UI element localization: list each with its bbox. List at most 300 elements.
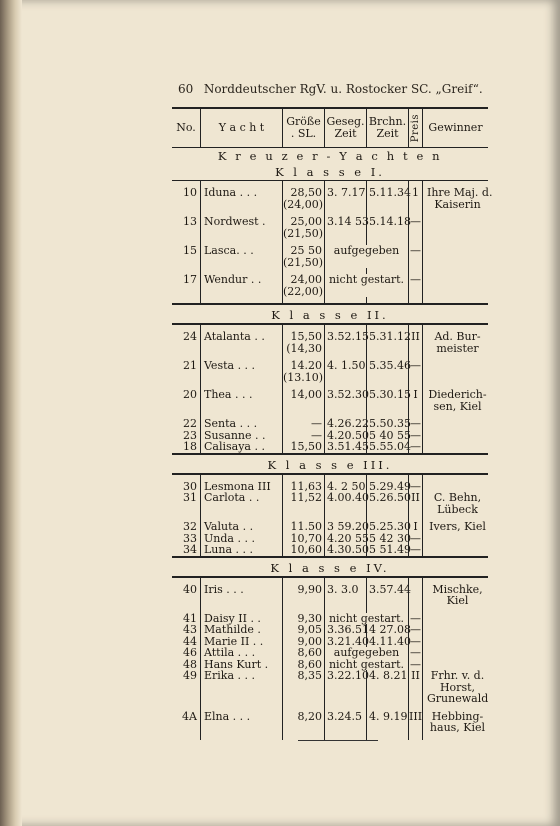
cell-yacht: Atalanta . . xyxy=(200,331,282,343)
cell-preis: 1 xyxy=(408,187,422,199)
table-row-continuation xyxy=(172,343,488,355)
header-gewinner: Gewinner xyxy=(422,109,488,147)
class-rows xyxy=(172,181,493,303)
cell-brchn: 5.26.50 xyxy=(366,492,408,504)
table-row xyxy=(172,216,488,228)
spacer-row xyxy=(172,297,488,303)
cell-brchn xyxy=(366,693,408,705)
cell-preis: I xyxy=(408,389,422,401)
cell-yacht xyxy=(200,343,282,355)
cell-brchn: 5 42 30 xyxy=(366,533,408,545)
cell-yacht xyxy=(200,286,282,298)
cell-gewinner xyxy=(422,624,488,636)
cell-geseg xyxy=(324,693,366,705)
results-table xyxy=(172,107,493,740)
cell-preis: — xyxy=(410,479,421,493)
cell-gewinner: meister xyxy=(422,343,488,355)
cell-gewinner xyxy=(422,636,488,648)
cell-no: 17 xyxy=(183,273,197,286)
cell-brchn xyxy=(366,228,408,240)
class-rows xyxy=(172,578,488,740)
cell-brchn: 4. 9.19 xyxy=(366,711,408,723)
cell-geseg: 4. 2 50 xyxy=(324,481,366,493)
header-preis xyxy=(408,109,422,147)
cell-gewinner: Kiel xyxy=(422,595,488,607)
table-row xyxy=(172,274,488,286)
cell-brchn: 4 27.08 xyxy=(366,624,408,636)
cell-yacht xyxy=(200,682,282,694)
cell-geseg xyxy=(324,504,366,516)
spacer-cell xyxy=(282,734,324,740)
cell-size: (22,00) xyxy=(283,284,324,298)
table-row xyxy=(172,186,493,199)
cell-geseg: 3.14 53 xyxy=(324,216,366,228)
cell-gewinner xyxy=(422,533,488,545)
cell-no xyxy=(172,286,200,298)
cell-yacht: Calisaya . . xyxy=(200,441,282,453)
cell-gewinner: sen, Kiel xyxy=(422,401,488,413)
cell-size: 10,70 xyxy=(282,533,324,545)
cell-size xyxy=(282,595,324,607)
class-title-block xyxy=(172,306,488,325)
cell-preis: — xyxy=(410,244,421,257)
cell-yacht: Susanne . . xyxy=(200,430,282,442)
cell-yacht: Iduna . . . xyxy=(200,187,282,199)
class-title: K l a s s e I. xyxy=(275,165,385,179)
cell-brchn xyxy=(366,595,408,607)
table-row xyxy=(172,492,488,504)
cell-no: 22 xyxy=(183,417,197,430)
cell-size: 25 50 xyxy=(282,245,324,257)
cell-geseg: 4.26.22 xyxy=(324,418,366,430)
spacer-cell xyxy=(408,734,422,740)
cell-preis: — xyxy=(410,634,421,648)
cell-preis: — xyxy=(410,657,421,671)
spacer-cell xyxy=(366,297,408,303)
header-geseg: Geseg. Zeit xyxy=(324,109,366,147)
cell-preis xyxy=(408,401,422,413)
cell-preis: I xyxy=(408,521,422,533)
cell-yacht: Daisy II . . xyxy=(200,613,282,625)
cell-brchn xyxy=(366,343,408,355)
header-yacht: Y a c h t xyxy=(200,109,282,147)
cell-preis xyxy=(408,722,422,734)
cell-brchn xyxy=(366,682,408,694)
cell-geseg: 3.24.5 xyxy=(324,711,366,723)
cell-no: 48 xyxy=(183,657,197,671)
cell-preis xyxy=(408,257,422,269)
cell-gewinner xyxy=(422,647,488,659)
cell-size: (21,50) xyxy=(283,226,324,240)
cell-gewinner: Kaiserin xyxy=(422,199,488,211)
table-row xyxy=(172,418,488,430)
cell-size: 15,50 xyxy=(282,441,324,453)
table-row xyxy=(172,360,488,372)
cell-brchn: 5.35.46 xyxy=(366,360,408,372)
table-row-continuation xyxy=(172,693,488,705)
cell-no xyxy=(172,372,200,384)
cell-preis xyxy=(408,199,422,211)
cell-yacht: Lasca. . . xyxy=(200,245,282,257)
header-preis-label: Preis xyxy=(410,113,421,143)
bottom-rule xyxy=(298,740,378,741)
cell-preis: — xyxy=(410,273,421,286)
cell-yacht: Elna . . . xyxy=(200,711,282,723)
cell-geseg: 3. 7.17 xyxy=(324,187,366,199)
cell-no: 20 xyxy=(183,388,197,401)
table-row xyxy=(172,670,488,682)
spacer-cell xyxy=(422,297,488,303)
cell-brchn: 5.50.35 xyxy=(366,418,408,430)
cell-gewinner xyxy=(422,257,488,269)
division-title: K r e u z e r - Y a c h t e n xyxy=(217,149,443,163)
cell-gewinner: Frhr. v. d. xyxy=(422,670,488,682)
cell-no: 49 xyxy=(183,669,197,682)
cell-gewinner: Diederich- xyxy=(422,389,488,401)
cell-no xyxy=(172,693,200,705)
cell-preis: II xyxy=(408,492,422,504)
table-row-continuation xyxy=(172,401,488,413)
cell-geseg: 3.21.40 xyxy=(324,636,366,648)
cell-gewinner xyxy=(422,544,488,556)
cell-gewinner: Lübeck xyxy=(422,504,488,516)
cell-size: 14,00 xyxy=(282,389,324,401)
cell-no: 18 xyxy=(183,440,197,453)
page-number: 60 xyxy=(178,82,194,96)
cell-no: 46 xyxy=(183,646,197,659)
cell-geseg xyxy=(324,228,366,240)
table-row-continuation xyxy=(172,199,488,211)
cell-preis xyxy=(408,504,422,516)
cell-preis: — xyxy=(410,428,421,442)
cell-size xyxy=(282,693,324,705)
cell-preis: II xyxy=(408,670,422,682)
cell-yacht xyxy=(200,199,282,211)
cell-geseg: 4.20.50 xyxy=(324,430,366,442)
cell-gewinner xyxy=(422,274,488,286)
table-row-continuation xyxy=(172,257,488,269)
cell-preis xyxy=(408,693,422,705)
cell-yacht: Attila . . . xyxy=(200,647,282,659)
running-head-title: Norddeutscher RgV. u. Rostocker SC. „Greif“. xyxy=(203,82,483,96)
cell-yacht: Valuta . . xyxy=(200,521,282,533)
cell-yacht: Unda . . . xyxy=(200,533,282,545)
cell-size xyxy=(282,722,324,734)
cell-yacht xyxy=(200,401,282,413)
cell-gewinner: C. Behn, xyxy=(422,492,488,504)
cell-yacht xyxy=(200,595,282,607)
cell-gewinner xyxy=(422,430,488,442)
cell-gewinner xyxy=(422,360,488,372)
cell-preis: — xyxy=(410,611,421,625)
cell-yacht: Iris . . . xyxy=(200,584,282,596)
cell-gewinner: Ivers, Kiel xyxy=(422,521,488,533)
cell-geseg: 4.00.40 xyxy=(324,492,366,504)
cell-no: 32 xyxy=(183,520,197,533)
class-rows xyxy=(172,325,488,453)
cell-yacht: Vesta . . . xyxy=(200,360,282,372)
cell-size xyxy=(282,401,324,413)
cell-size: 8,35 xyxy=(282,670,324,682)
table-row-continuation xyxy=(172,504,488,516)
cell-brchn: 3.57.44 xyxy=(366,584,408,596)
cell-gewinner xyxy=(422,372,488,384)
cell-yacht xyxy=(200,693,282,705)
cell-geseg xyxy=(324,682,366,694)
cell-size xyxy=(282,504,324,516)
table-row xyxy=(172,389,488,401)
cell-size: 15,50 xyxy=(282,331,324,343)
cell-geseg xyxy=(324,372,366,384)
table-row xyxy=(172,647,488,659)
cell-no xyxy=(172,504,200,516)
cell-yacht: Nordwest . xyxy=(200,216,282,228)
cell-gewinner xyxy=(422,228,488,240)
cell-preis xyxy=(408,286,422,298)
cell-no xyxy=(172,682,200,694)
cell-geseg: 3 59.20 xyxy=(324,521,366,533)
cell-gewinner: Horst, xyxy=(422,682,488,694)
cell-brchn xyxy=(366,199,408,211)
cell-no: 15 xyxy=(183,244,197,257)
cell-brchn: 5.11.34 xyxy=(366,187,408,199)
cell-brchn xyxy=(366,722,408,734)
running-head xyxy=(178,82,483,96)
spacer-cell xyxy=(282,297,324,303)
cell-size: 9,90 xyxy=(282,584,324,596)
cell-size xyxy=(282,682,324,694)
cell-size: 11,63 xyxy=(282,481,324,493)
table-row xyxy=(172,624,488,636)
cell-yacht xyxy=(200,504,282,516)
cell-status: nicht gestart. xyxy=(324,613,408,625)
cell-gewinner xyxy=(422,613,488,625)
cell-gewinner xyxy=(422,245,488,257)
cell-no: 24 xyxy=(183,330,197,343)
cell-preis xyxy=(408,595,422,607)
header-no: No. xyxy=(176,120,196,134)
cell-gewinner: Grunewald xyxy=(422,693,488,705)
cell-no xyxy=(172,257,200,269)
cell-brchn: 5.30.15 xyxy=(366,389,408,401)
header-groesse: Größe . SL. xyxy=(282,109,324,147)
cell-size: (24,00) xyxy=(283,197,324,211)
cell-status xyxy=(324,257,408,269)
cell-size: 11,52 xyxy=(282,492,324,504)
cell-geseg: 3.22.10 xyxy=(324,670,366,682)
table-row xyxy=(172,584,488,596)
cell-gewinner xyxy=(422,441,488,453)
cell-brchn: 5 51.49 xyxy=(366,544,408,556)
cell-yacht: Marie II . . xyxy=(200,636,282,648)
cell-preis: — xyxy=(410,417,421,430)
spacer-cell xyxy=(324,297,366,303)
spacer-cell xyxy=(366,734,408,740)
cell-brchn: 5.25.30 xyxy=(366,521,408,533)
cell-geseg: 3. 3.0 xyxy=(324,584,366,596)
cell-no xyxy=(172,722,200,734)
class-title: K l a s s e II. xyxy=(271,308,389,322)
class-title-block xyxy=(172,456,488,475)
class-title-block xyxy=(172,163,488,181)
cell-geseg xyxy=(324,343,366,355)
cell-no: 31 xyxy=(183,491,197,504)
cell-size: (13.10) xyxy=(283,370,324,384)
cell-yacht: Carlota . . xyxy=(200,492,282,504)
cell-brchn: 5.55.04 xyxy=(366,441,408,453)
cell-geseg: 4.30.50 xyxy=(324,544,366,556)
cell-preis: — xyxy=(410,531,421,545)
cell-preis: — xyxy=(410,359,421,372)
table-row-continuation xyxy=(172,372,488,384)
cell-status xyxy=(324,286,408,298)
spacer-cell xyxy=(422,734,488,740)
cell-no: 21 xyxy=(183,359,197,372)
spacer-cell xyxy=(172,297,200,303)
table-row-continuation xyxy=(172,595,488,607)
cell-no xyxy=(172,595,200,607)
class-rows xyxy=(172,475,488,556)
cell-no xyxy=(172,228,200,240)
table-row xyxy=(172,544,488,556)
cell-no: 13 xyxy=(183,215,197,228)
cell-preis xyxy=(408,343,422,355)
cell-size: (14,30 xyxy=(282,343,324,355)
cell-brchn: 5.31.12 xyxy=(366,331,408,343)
cell-preis xyxy=(408,228,422,240)
cell-size: — xyxy=(282,430,324,442)
cell-yacht: Thea . . . xyxy=(200,389,282,401)
header-brchn: Brchn. Zeit xyxy=(366,109,408,147)
cell-yacht xyxy=(200,722,282,734)
cell-preis: III xyxy=(409,709,423,723)
cell-brchn: 4.11.40 xyxy=(366,636,408,648)
cell-yacht: Senta . . . xyxy=(200,418,282,430)
class-title-block xyxy=(172,559,488,578)
spacer-cell xyxy=(200,297,282,303)
cell-preis xyxy=(408,584,422,596)
cell-geseg xyxy=(324,199,366,211)
cell-preis: II xyxy=(408,331,422,343)
cell-status: nicht gestart. xyxy=(324,274,408,286)
cell-no: 23 xyxy=(183,428,197,442)
cell-no: 41 xyxy=(183,611,197,625)
cell-size: 8,60 xyxy=(282,659,324,671)
cell-no: 40 xyxy=(183,582,197,596)
cell-size: 24,00 xyxy=(282,274,324,286)
cell-preis: — xyxy=(410,646,421,659)
table-row xyxy=(172,245,488,257)
cell-status: nicht gestart. xyxy=(324,659,408,671)
cell-brchn xyxy=(366,401,408,413)
cell-size: 28,50 xyxy=(282,187,324,199)
cell-yacht: Wendur . . xyxy=(200,274,282,286)
cell-preis: — xyxy=(410,543,421,556)
cell-gewinner xyxy=(422,286,488,298)
cell-no: 30 xyxy=(183,479,197,493)
cell-no: 34 xyxy=(183,543,197,556)
cell-yacht xyxy=(200,228,282,240)
cell-size: 8,20 xyxy=(282,711,324,723)
cell-status: aufgegeben xyxy=(324,647,408,659)
cell-gewinner: Ad. Bur- xyxy=(422,331,488,343)
cell-size: 14.20 xyxy=(282,360,324,372)
cell-size: 8,60 xyxy=(282,647,324,659)
table-row-continuation xyxy=(172,722,488,734)
cell-brchn: 5.14.18 xyxy=(366,216,408,228)
table-row xyxy=(172,441,488,453)
table-row-continuation xyxy=(172,228,488,240)
cell-size: 11.50 xyxy=(282,521,324,533)
cell-yacht: Erika . . . xyxy=(200,670,282,682)
cell-yacht: Mathilde . xyxy=(200,624,282,636)
table-header xyxy=(172,109,488,148)
cell-geseg: 3.52.30 xyxy=(324,389,366,401)
cell-no: 44 xyxy=(183,634,197,648)
cell-yacht xyxy=(200,372,282,384)
cell-yacht xyxy=(200,257,282,269)
cell-brchn xyxy=(366,372,408,384)
class-sections xyxy=(172,163,493,740)
cell-gewinner xyxy=(422,418,488,430)
cell-geseg xyxy=(324,595,366,607)
cell-brchn: 4. 8.21 xyxy=(366,670,408,682)
cell-no xyxy=(172,199,200,211)
cell-brchn xyxy=(366,504,408,516)
cell-no: 33 xyxy=(183,531,197,545)
spacer-cell xyxy=(324,734,366,740)
cell-geseg: 4. 1.50 xyxy=(324,360,366,372)
cell-yacht: Hans Kurt . xyxy=(200,659,282,671)
cell-geseg: 3.51.45 xyxy=(324,441,366,453)
class-title: K l a s s e III. xyxy=(267,457,393,472)
cell-no: 10 xyxy=(183,186,197,199)
cell-size: 25,00 xyxy=(282,216,324,228)
cell-gewinner: haus, Kiel xyxy=(422,722,488,734)
spacer-row xyxy=(172,734,488,740)
cell-preis xyxy=(408,682,422,694)
cell-brchn: 5.29.49 xyxy=(366,481,408,493)
cell-yacht: Luna . . . xyxy=(200,544,282,556)
spacer-cell xyxy=(172,734,200,740)
cell-gewinner: Mischke, xyxy=(422,584,488,596)
cell-status: aufgegeben xyxy=(324,245,408,257)
page-gutter xyxy=(0,0,22,826)
cell-geseg xyxy=(324,401,366,413)
cell-gewinner: Ihre Maj. d. xyxy=(422,187,488,199)
cell-size: 9,05 xyxy=(282,624,324,636)
cell-geseg: 3.36.51 xyxy=(324,624,366,636)
class-title: K l a s s e IV. xyxy=(270,560,390,575)
cell-preis: — xyxy=(410,623,421,636)
cell-preis xyxy=(408,372,422,384)
cell-gewinner: Hebbing- xyxy=(422,711,488,723)
cell-geseg: 4.20 55 xyxy=(324,533,366,545)
cell-size: 10,60 xyxy=(282,544,324,556)
cell-geseg xyxy=(324,722,366,734)
cell-no: 43 xyxy=(183,623,197,636)
cell-brchn: 5 40 55 xyxy=(366,430,408,442)
cell-no: 4A xyxy=(182,709,197,723)
cell-gewinner xyxy=(422,216,488,228)
cell-size: 9,00 xyxy=(282,636,324,648)
cell-size: — xyxy=(282,418,324,430)
cell-no xyxy=(172,343,200,355)
cell-size: (21,50) xyxy=(283,255,324,269)
table-row xyxy=(172,521,488,533)
spacer-cell xyxy=(200,734,282,740)
table-row xyxy=(172,331,488,343)
